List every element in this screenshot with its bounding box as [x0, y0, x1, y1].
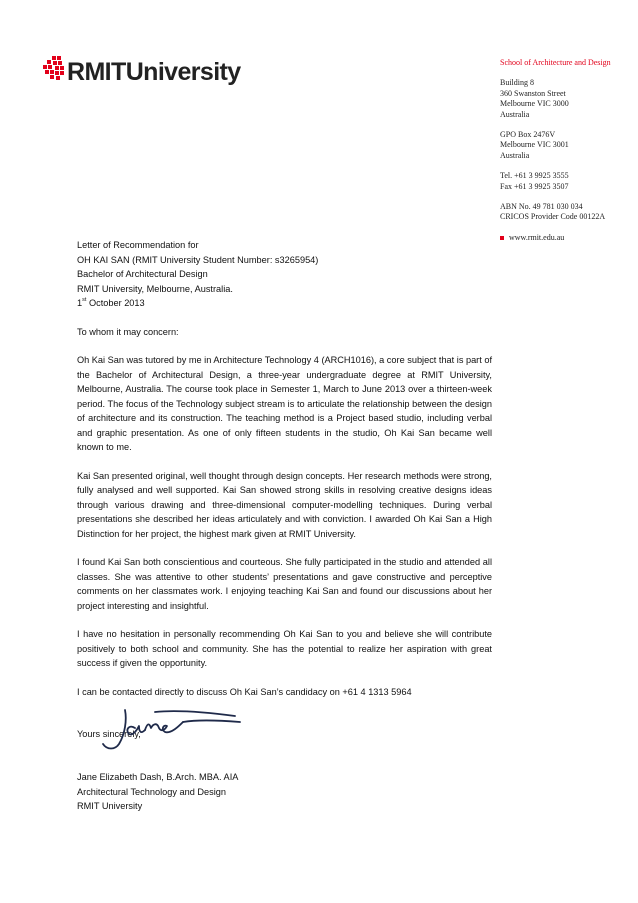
salutation: To whom it may concern:	[77, 326, 179, 337]
address-block	[500, 58, 635, 243]
cricos-line: CRICOS Provider Code 00122A	[500, 212, 606, 222]
address-line: Melbourne VIC 3001	[500, 140, 569, 150]
address-line: Australia	[500, 109, 530, 119]
letter-heading-line: OH KAI SAN (RMIT University Student Number: s3265954)	[77, 254, 319, 265]
handwritten-signature	[95, 700, 245, 756]
address-line: Australia	[500, 150, 530, 160]
closing: Yours sincerely,	[77, 729, 141, 739]
signoff-block	[77, 770, 377, 814]
body-paragraph: I found Kai San both conscientious and courteous. She fully participated in the studio and attended all classes. She was attentive to other students’ presentations and gave constructive and perceptive comments on her classmates work. I enjoying teaching Kai San and found our discussions about her project interesting and insightful.	[77, 557, 492, 611]
phone-line: Tel. +61 3 9925 3555	[500, 171, 569, 181]
body-paragraph: I have no hesitation in personally recommending Oh Kai San to you and believe she will contribute positively to both school and community. She has the potential to realize her aspiration with great success if given the opportunity.	[77, 629, 492, 668]
abn-line: ABN No. 49 781 030 034	[500, 202, 583, 212]
building-address	[500, 78, 635, 120]
address-line: GPO Box 2476V	[500, 130, 556, 140]
address-line: Building 8	[500, 78, 535, 88]
phone-numbers	[500, 171, 635, 192]
bullet-icon	[500, 236, 504, 240]
address-line: Melbourne VIC 3000	[500, 99, 569, 109]
po-box-address	[500, 130, 635, 161]
website-link[interactable]	[500, 233, 635, 243]
letter-body	[77, 238, 492, 742]
abn-info	[500, 202, 635, 223]
school-name: School of Architecture and Design	[500, 58, 611, 67]
body-paragraph: Oh Kai San was tutored by me in Architecture Technology 4 (ARCH1016), a core subject that is part of the Bachelor of Architectural Design, a three-year undergraduate degree at RMIT University, Melbourne, Australia. The course took place in Semester 1, March to June 2013 over a thirteen-week period. The focus of the Technology subject stream is to articulate the relationship between the design of architecture and its construction. The teaching method is a Project based studio, including verbal and graphic presentation. As one of only fifteen students in the studio, Oh Kai San became well known to me.	[77, 355, 493, 452]
logo-wordmark: RMITUniversity	[67, 58, 241, 86]
signer-department: Architectural Technology and Design	[77, 786, 226, 797]
signer-name: Jane Elizabeth Dash, B.Arch. MBA. AIA	[77, 772, 239, 782]
pixel-mark-icon	[43, 56, 64, 80]
rmit-logo	[40, 50, 250, 90]
website-url[interactable]: www.rmit.edu.au	[509, 232, 565, 242]
address-line: 360 Swanston Street	[500, 88, 566, 98]
body-paragraph: Kai San presented original, well thought through design concepts. Her research methods were strong, fully analysed and well supported. Kai San showed strong skills in resolving creative designs ideas through various drawing and three-dimensional computer-modelling techniques. During verbal presentations she described her ideas articulately and with conviction. I awarded Oh Kai San a High Distinction for her project, the highest mark given at RMIT University.	[77, 470, 492, 539]
letter-date: 1st October 2013	[77, 297, 145, 308]
letter-heading-line: Bachelor of Architectural Design	[77, 269, 208, 279]
contact-line: I can be contacted directly to discuss Oh Kai San’s candidacy on +61 4 1313 5964	[77, 686, 412, 697]
letter-heading-line: RMIT University, Melbourne, Australia.	[77, 283, 233, 294]
letter-heading-line: Letter of Recommendation for	[77, 240, 199, 250]
signer-institution: RMIT University	[77, 801, 143, 811]
fax-line: Fax +61 3 9925 3507	[500, 181, 569, 191]
